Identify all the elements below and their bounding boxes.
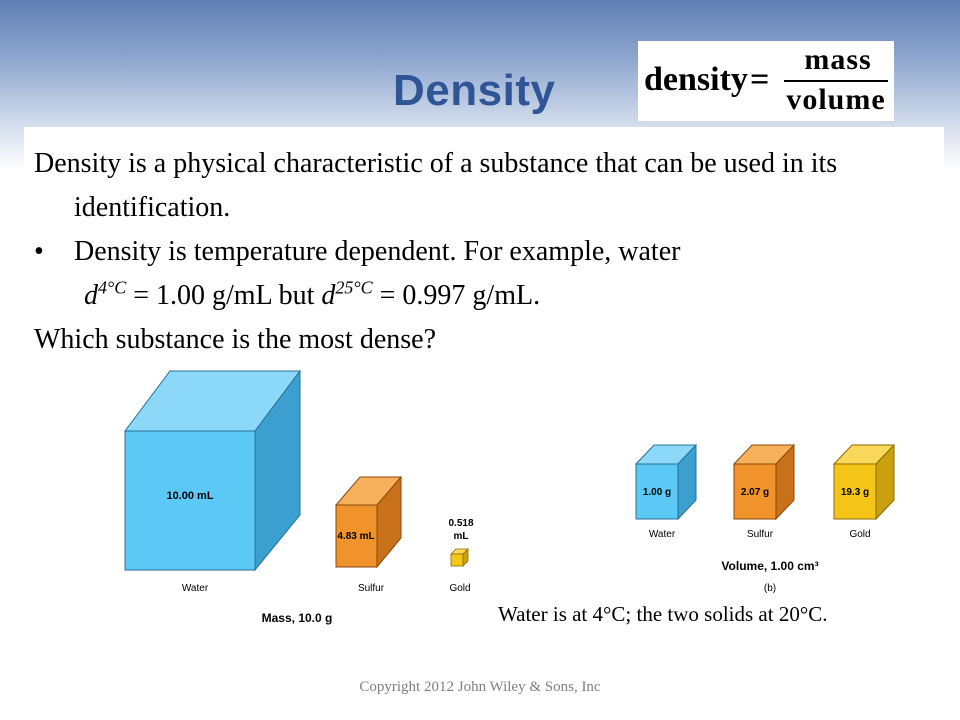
sulfur-name-label: Sulfur: [357, 583, 385, 594]
gold-volume-line1: 0.518: [448, 518, 474, 529]
formula-lhs: density: [644, 61, 748, 98]
figure-equal-mass: [115, 365, 495, 630]
sulfur-cube: [336, 477, 401, 567]
water-cube: [125, 371, 300, 570]
copyright-footer: Copyright 2012 John Wiley & Sons, Inc: [359, 679, 601, 695]
gold-block: [834, 445, 894, 519]
gold-block-name: Gold: [849, 529, 871, 540]
bullet-text-end: = 0.997 g/mL.: [372, 280, 541, 311]
water-block: [636, 445, 696, 519]
formula-equals: =: [750, 61, 770, 98]
gold-volume-line2: mL: [453, 531, 469, 542]
sulfur-mass-label: 2.07 g: [740, 487, 770, 498]
water-name-label: Water: [181, 583, 209, 594]
figure-equal-volume: [624, 437, 916, 597]
gold-mass-label: 19.3 g: [840, 487, 870, 498]
slide-title: Density: [393, 66, 556, 115]
sulfur-block: [734, 445, 794, 519]
paragraph-definition: Density is a physical characteristic of a substance that can be used in its identification.: [34, 148, 838, 223]
water-volume-label: 10.00 mL: [166, 490, 214, 502]
temp-4c: 4°C: [98, 277, 127, 298]
temperature-caption: Water is at 4°C; the two solids at 20°C.: [498, 602, 828, 626]
gold-cube: [448, 518, 473, 566]
fraction-bar: [784, 80, 888, 82]
bullet-temperature: [34, 230, 904, 318]
bullet-text-start: Density is temperature dependent. For example, water: [74, 236, 681, 267]
sulfur-volume-label: 4.83 mL: [337, 531, 375, 542]
temp-25c: 25°C: [335, 277, 373, 298]
water-block-name: Water: [648, 529, 676, 540]
density-symbol: d: [84, 280, 98, 311]
part-label: (b): [763, 583, 777, 594]
bullet-icon: •: [34, 236, 44, 267]
paragraph-question: Which substance is the most dense?: [34, 324, 437, 355]
volume-caption: Volume, 1.00 cm³: [721, 559, 819, 573]
gold-name-label: Gold: [449, 583, 471, 594]
water-mass-label: 1.00 g: [642, 487, 672, 498]
formula-denominator: volume: [786, 83, 886, 116]
bullet-text-mid: = 1.00 g/mL but: [126, 280, 322, 311]
sulfur-block-name: Sulfur: [746, 529, 774, 540]
density-symbol-2: d: [321, 280, 336, 311]
mass-caption: Mass, 10.0 g: [261, 611, 333, 625]
density-formula: [638, 41, 894, 121]
formula-numerator: mass: [804, 43, 872, 76]
slide-body: [34, 142, 904, 362]
